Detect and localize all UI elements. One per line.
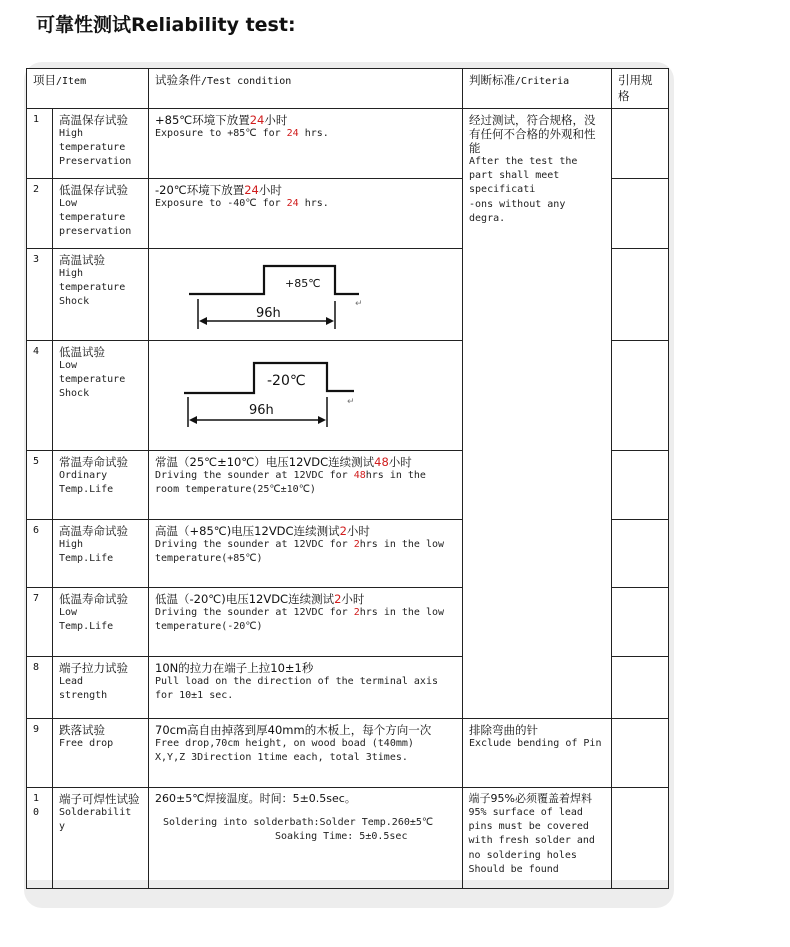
criteria-shared-cell: 经过测试，符合规格，没有任何不合格的外观和性能 After the test the part shall meet specificati -ons without any degra. [463,109,612,719]
arrow-left-head [189,416,197,424]
diagram-temperature-label: +85℃ [285,277,321,290]
header-item: 项目/Item [27,69,149,109]
header-reference-spec: 引用规格 [612,69,669,109]
condition-cell: 常温（25℃±10℃）电压12VDC连续测试48小时 Driving the sounder at 12VDC for 48hrs in the room temperature(25℃±10℃) [149,451,463,520]
diagram-duration-label: 96h [256,306,281,321]
condition-cell [149,249,463,341]
low-temp-profile-diagram [149,341,461,445]
reference-cell [612,719,669,788]
row-number: 1 [27,109,53,179]
item-cell: 低温保存试验 Low temperature preservation [53,179,149,249]
table-row [27,109,669,179]
condition-cell: 高温（+85℃)电压12VDC连续测试2小时 Driving the sounder at 12VDC for 2hrs in the low temperature(+85℃) [149,520,463,588]
item-cell: 高温保存试验 High temperature Preservation [53,109,149,179]
row-number: 8 [27,657,53,719]
return-mark-icon: ↵ [355,299,363,309]
arrow-right-head [318,416,326,424]
reference-cell [612,451,669,520]
page-title: 可靠性测试Reliability test: [36,14,296,36]
item-cell: 低温试验 Low temperature Shock [53,341,149,451]
return-mark-icon: ↵ [347,397,355,407]
reference-cell [612,588,669,657]
solderability-split-cell [149,788,612,889]
item-cell: 高温试验 High temperature Shock [53,249,149,341]
criteria-cell: 端子95%必须覆盖着焊料 95% surface of lead pins must be covered with fresh solder and no soldering holes Should be found [468,792,595,875]
row-number: 3 [27,249,53,341]
condition-cell: +85℃环境下放置24小时 Exposure to +85℃ for 24 hrs. [149,109,463,179]
reference-cell [612,788,669,889]
reference-cell [612,657,669,719]
condition-cell [149,341,463,451]
item-cell: 低温寿命试验 Low Temp.Life [53,588,149,657]
row-number: 9 [27,719,53,788]
table-header-row [27,69,669,109]
reference-cell [612,520,669,588]
condition-cell: 10N的拉力在端子上拉10±1秒 Pull load on the direction of the terminal axis for 10±1 sec. [149,657,463,719]
reference-cell [612,109,669,179]
criteria-cell: 排除弯曲的针 Exclude bending of Pin [463,719,612,788]
arrow-right-head [326,317,334,325]
temperature-step-line [189,266,359,294]
table-row [27,719,669,788]
header-criteria: 判断标准/Criteria [463,69,612,109]
table-row [27,788,669,889]
row-number: 1 0 [27,788,53,889]
solderability-inner-table [149,788,611,888]
reference-cell [612,179,669,249]
row-number: 7 [27,588,53,657]
item-cell: 高温寿命试验 High Temp.Life [53,520,149,588]
high-temp-profile-diagram [149,249,461,335]
condition-cell: 低温（-20℃)电压12VDC连续测试2小时 Driving the sounder at 12VDC for 2hrs in the low temperature(-20℃) [149,588,463,657]
arrow-left-head [199,317,207,325]
condition-cell: -20℃环境下放置24小时 Exposure to -40℃ for 24 hrs. [149,179,463,249]
condition-cell: 70cm高自由掉落到厚40mm的木板上，每个方向一次 Free drop,70cm height, on wood boad (t40mm) X,Y,Z 3Direction 1time each, total 3times. [149,719,463,788]
row-number: 4 [27,341,53,451]
condition-cell: 260±5℃焊接温度。时间：5±0.5sec。 Soldering into solderbath:Solder Temp.260±5℃ Soaking Time: 5±0.5sec [149,788,462,888]
diagram-temperature-label: -20℃ [267,373,306,389]
row-number: 6 [27,520,53,588]
item-cell: 常温寿命试验 Ordinary Temp.Life [53,451,149,520]
header-test-condition: 试验条件/Test condition [149,69,463,109]
item-cell: 跌落试验 Free drop [53,719,149,788]
row-number: 2 [27,179,53,249]
item-cell: 端子可焊性试验 Solderabilit y [53,788,149,889]
reference-cell [612,249,669,341]
diagram-duration-label: 96h [249,403,274,418]
item-cell: 端子拉力试验 Lead strength [53,657,149,719]
reference-cell [612,341,669,451]
row-number: 5 [27,451,53,520]
reliability-test-table [26,68,669,889]
